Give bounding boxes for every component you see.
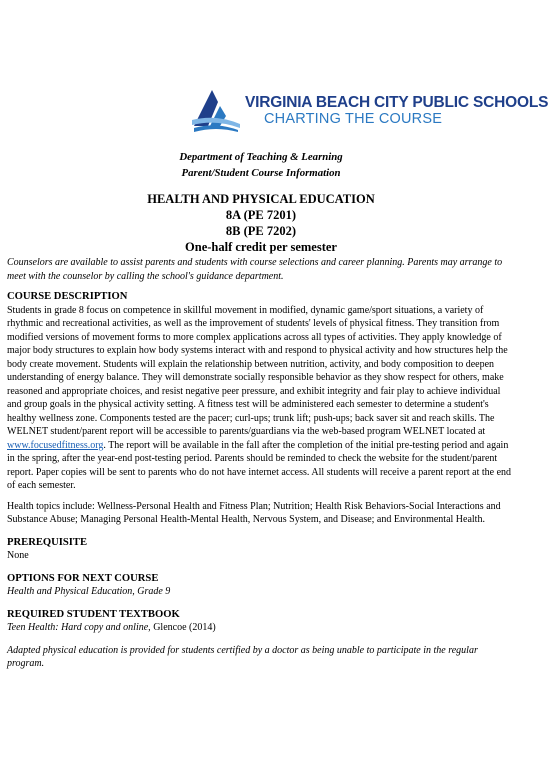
next-course-value: Health and Physical Education, Grade 9: [7, 586, 171, 598]
document-content: [7, 149, 515, 671]
logo-school-name: VIRGINIA BEACH CITY PUBLIC SCHOOLS: [245, 94, 549, 111]
course-code-b: 8B (PE 7202): [225, 224, 297, 238]
health-topics-text: Health topics include: Wellness-Personal Health and Fitness Plan; Nutrition; Health Risk Behaviors-Social Interactions and Substance Abuse; Managing Personal Health-Mental Health, Nervous System, and Disease; and Environmental Health.: [7, 500, 501, 526]
course-code-a: 8A (PE 7201): [225, 208, 297, 222]
course-description-title: COURSE DESCRIPTION: [7, 291, 128, 303]
prerequisite-title: PREREQUISITE: [7, 536, 88, 548]
course-description-text: Students in grade 8 focus on competence in skillful movement in modified, dynamic game/sport situations, a variety of rhythmic and recreational activities, as well as the improvement of students' levels of physical fitness. They transition from modified versions of movement forms to more complex applications across all types of activities. They apply knowledge of major body structures to explain how body systems interact with and respond to physical activity and how structures help the body create movement. Students will explain the relationship between nutrition, activity, and body composition to deepen understanding of energy balance. They will demonstrate socially responsible behavior as they show respect for others, make reasoned and appropriate choices, and resist negative peer pressure, and exhibit integrity and fair play to achieve individual and group goals in the physical activity setting. A fitness test will be administered each semester to determine a student's healthy wellness zone. Components tested are the pacer; curl-ups; trunk lift; push-ups; back saver sit and reach skills. The WELNET student/parent report will be accessible to parents/guardians via the web-based program WELNET located at www.focusedfitness.org. The report will be available in the fall after the completion of the initial pre-testing period and again in the spring, after the year-end post-testing period. Parents should be reminded to check the website for the student/parent report. Paper copies will be sent to parents who do not have internet access. All students will receive a parent report at the end of each semester.: [7, 304, 512, 492]
vbcps-logo: [190, 84, 549, 134]
subtitle-line: Parent/Student Course Information: [181, 167, 341, 179]
textbook-title: REQUIRED STUDENT TEXTBOOK: [7, 608, 180, 620]
vbcps-logo-icon: [190, 86, 242, 132]
credit-line: One-half credit per semester: [185, 240, 337, 254]
department-line: Department of Teaching & Learning: [179, 151, 343, 163]
prerequisite-value: None: [7, 550, 29, 562]
textbook-value: Teen Health: Hard copy and online, Glencoe (2014): [7, 622, 216, 634]
logo-tagline: CHARTING THE COURSE: [264, 111, 443, 127]
counselor-intro: Counselors are available to assist parents and students with course selections and career planning. Parents may arrange to meet with the counselor by calling the school's guidance department.: [7, 257, 503, 282]
welnet-link[interactable]: www.focusedfitness.org: [7, 439, 104, 451]
course-title: HEALTH AND PHYSICAL EDUCATION: [147, 192, 375, 206]
next-course-title: OPTIONS FOR NEXT COURSE: [7, 572, 159, 584]
adapted-pe-note: Adapted physical education is provided for students certified by a doctor as being unable to participate in the regular program.: [7, 644, 478, 670]
